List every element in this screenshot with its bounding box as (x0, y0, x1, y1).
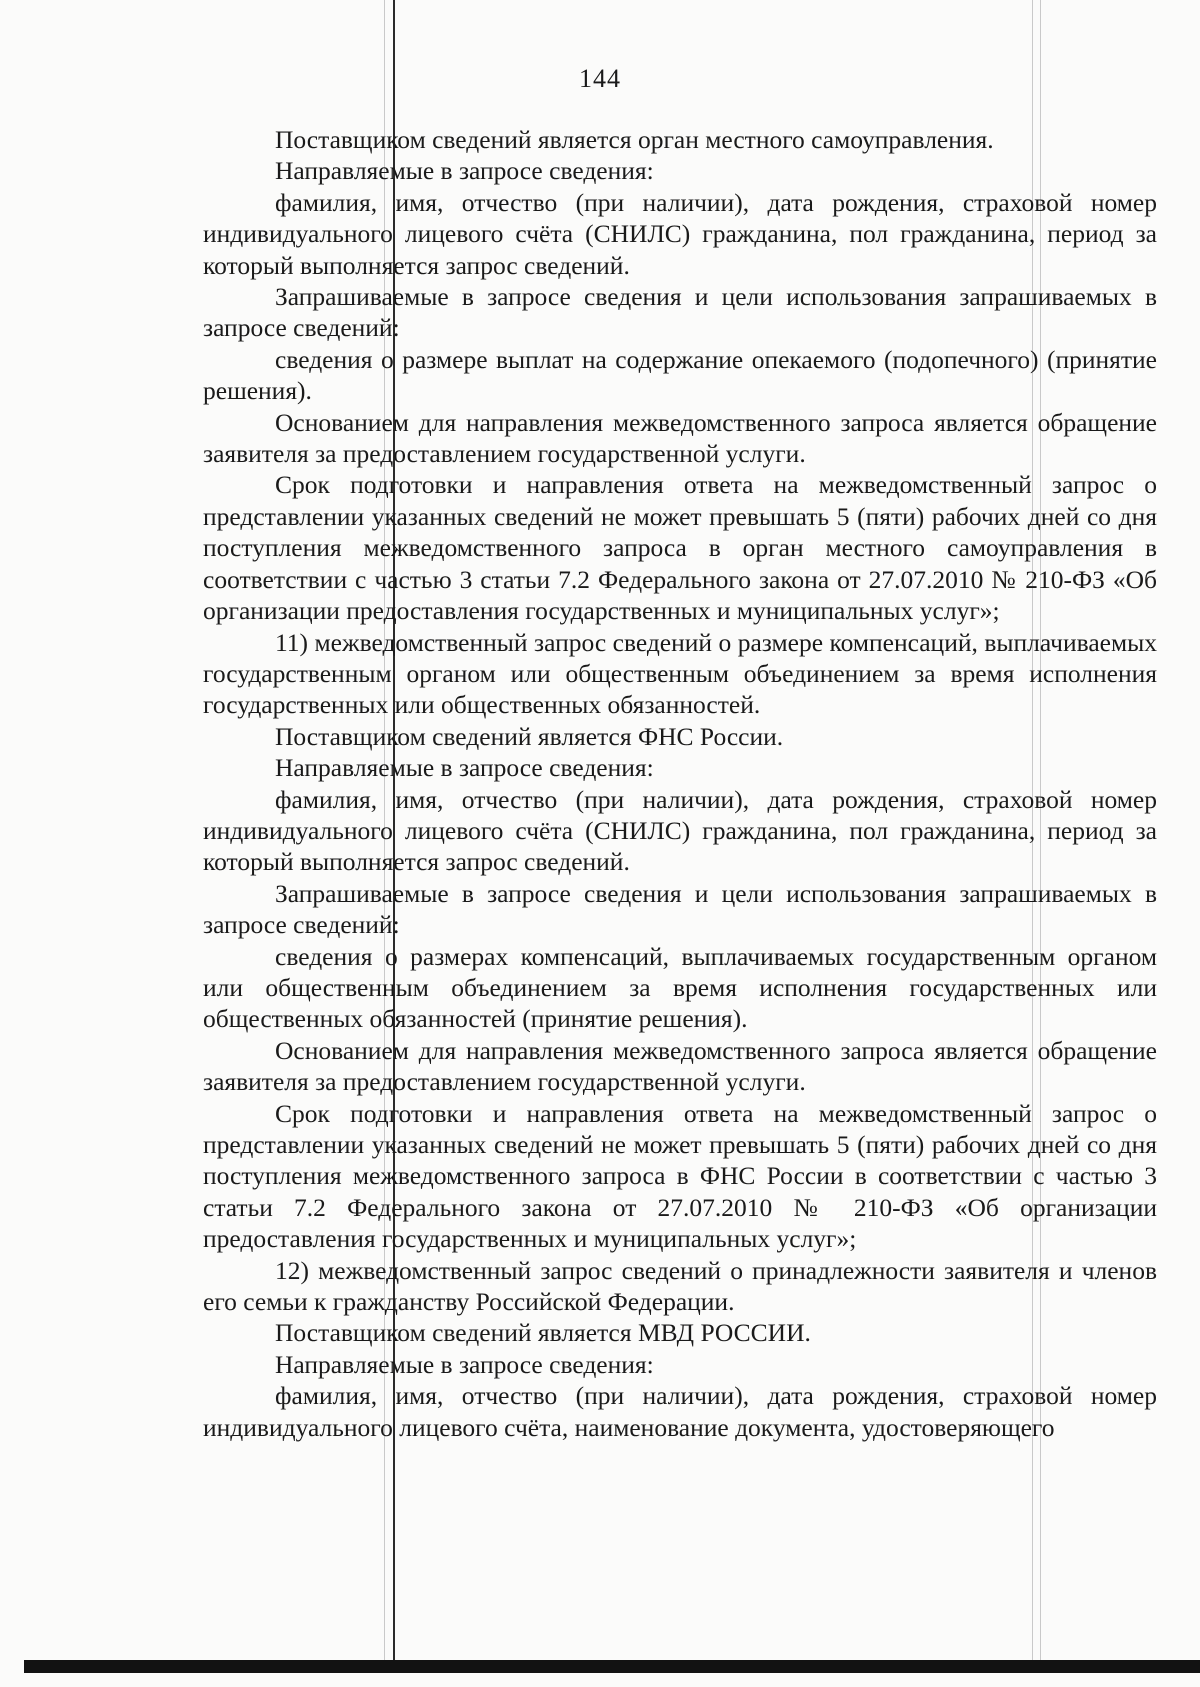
paragraph: сведения о размере выплат на содержание опекаемого (подопечного) (принятие решения). (203, 344, 1157, 406)
paragraph: Запрашиваемые в запросе сведения и цели использования запрашиваемых в запросе сведений: (203, 878, 1157, 940)
page-number: 144 (579, 64, 621, 93)
paragraph: фамилия, имя, отчество (при наличии), дата рождения, страховой номер индивидуального лицевого счёта, наименование документа, удостоверяющего (203, 1381, 1157, 1442)
paragraph: Запрашиваемые в запросе сведения и цели использования запрашиваемых в запросе сведений: (203, 282, 1157, 343)
paragraph: Срок подготовки и направления ответа на межведомственный запрос о представлении указанных сведений не может превышать 5 (пяти) рабочих дней со дня поступления межведомственного запроса в орган местного самоуправления в соответствии с частью 3 статьи 7.2 Федерального закона от 27.07.2010 № 210-ФЗ «Об организации предоставления государственных и муниципальных услуг»; (203, 470, 1157, 626)
paragraph: Направляемые в запросе сведения: (275, 753, 654, 783)
paragraph: Поставщиком сведений является ФНС России. (275, 721, 784, 751)
paragraph: Поставщиком сведений является МВД РОССИИ. (275, 1318, 811, 1348)
paragraph: фамилия, имя, отчество (при наличии), дата рождения, страховой номер индивидуального лицевого счёта (СНИЛС) гражданина, пол гражданина, период за который выполняется запрос сведений. (203, 784, 1157, 877)
paragraph: 12) межведомственный запрос сведений о принадлежности заявителя и членов его семьи к гражданству Российской Федерации. (203, 1255, 1157, 1317)
paragraph: сведения о размерах компенсаций, выплачиваемых государственным органом или общественным объединением за время исполнения государственных или общественных обязанностей (принятие решения). (203, 941, 1157, 1034)
paragraph: 11) межведомственный запрос сведений о размере компенсаций, выплачиваемых государственным органом или общественным объединением за время исполнения государственных или общественных обязанностей. (203, 627, 1157, 720)
paragraph: Основанием для направления межведомственного запроса является обращение заявителя за предоставлением государственной услуги. (203, 407, 1157, 469)
scan-bottom-edge (24, 1660, 1200, 1673)
paragraph: Направляемые в запросе сведения: (275, 156, 654, 186)
paragraph: Основанием для направления межведомственного запроса является обращение заявителя за предоставлением государственной услуги. (203, 1035, 1157, 1097)
paragraph: Направляемые в запросе сведения: (275, 1349, 654, 1379)
paragraph: фамилия, имя, отчество (при наличии), дата рождения, страховой номер индивидуального лицевого счёта (СНИЛС) гражданина, пол гражданина, период за который выполняется запрос сведений. (203, 187, 1157, 280)
paragraph: Срок подготовки и направления ответа на межведомственный запрос о представлении указанных сведений не может превышать 5 (пяти) рабочих дней со дня поступления межведомственного запроса в ФНС России в соответствии с частью 3 статьи 7.2 Федерального закона от 27.07.2010 № 210-ФЗ «Об организации предоставления государственных и муниципальных услуг»; (203, 1098, 1157, 1254)
document-body (203, 124, 1157, 1443)
paragraph: Поставщиком сведений является орган местного самоуправления. (275, 125, 994, 154)
